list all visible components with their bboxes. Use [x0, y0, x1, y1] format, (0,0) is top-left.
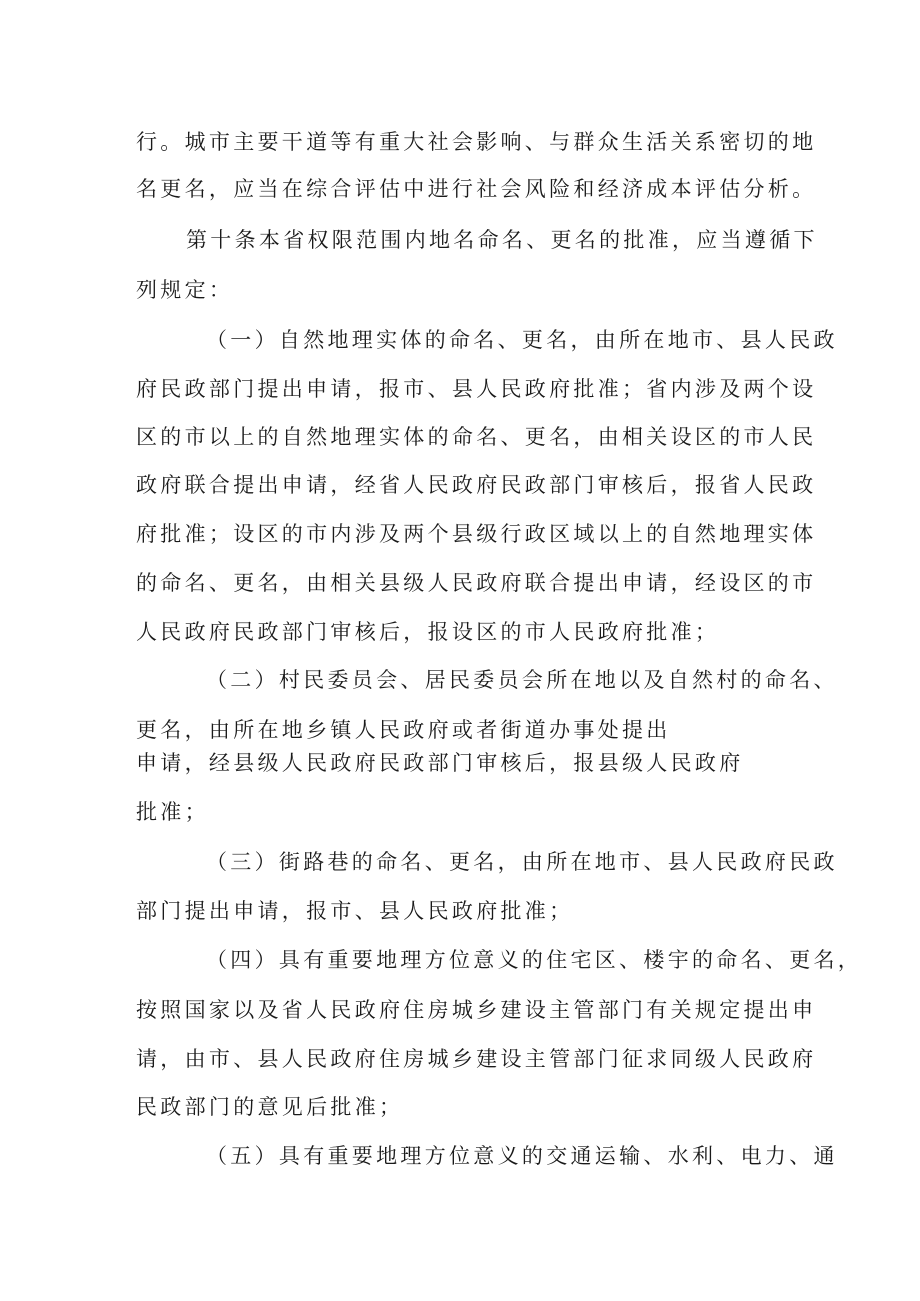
clause-line: （三）街路巷的命名、更名，由所在地市、县人民政府民政 [206, 850, 838, 874]
text-line: 申请，经县级人民政府民政部门审核后，报县级人民政府 [136, 751, 744, 775]
text-line: 名更名，应当在综合评估中进行社会风险和经济成本评估分析。 [136, 177, 817, 201]
text-line: 请，由市、县人民政府住房城乡建设主管部门征求同级人民政府 [136, 1047, 817, 1071]
text-line: 批准； [136, 800, 209, 824]
text-line: 列规定： [136, 278, 234, 302]
article-heading: 第十条本省权限范围内地名命名、更名的批准，应当遵循下 [186, 228, 818, 252]
text-line: 人民政府民政部门审核后，报设区的市人民政府批准； [136, 620, 720, 644]
text-line: 部门提出申请，报市、县人民政府批准； [136, 899, 574, 923]
text-line: 民政部门的意见后批准； [136, 1095, 404, 1119]
text-line: 按照国家以及省人民政府住房城乡建设主管部门有关规定提出申 [136, 998, 817, 1022]
clause-line: （二）村民委员会、居民委员会所在地以及自然村的命名、 [206, 668, 838, 692]
text-line: 府批准；设区的市内涉及两个县级行政区域以上的自然地理实体 [136, 522, 817, 546]
text-line: 政府联合提出申请，经省人民政府民政部门审核后，报省人民政 [136, 473, 817, 497]
text-line: 更名，由所在地乡镇人民政府或者街道办事处提出 [136, 718, 671, 742]
clause-line: （五）具有重要地理方位意义的交通运输、水利、电力、通 [206, 1144, 838, 1168]
text-line: 行。城市主要干道等有重大社会影响、与群众生活关系密切的地 [136, 130, 817, 154]
clause-line: （一）自然地理实体的命名、更名，由所在地市、县人民政 [206, 328, 838, 352]
clause-line: （四）具有重要地理方位意义的住宅区、楼宇的命名、更名， [206, 948, 863, 972]
text-line: 区的市以上的自然地理实体的命名、更名，由相关设区的市人民 [136, 425, 817, 449]
text-line: 的命名、更名，由相关县级人民政府联合提出申请，经设区的市 [136, 571, 817, 595]
text-line: 府民政部门提出申请，报市、县人民政府批准；省内涉及两个设 [136, 377, 817, 401]
